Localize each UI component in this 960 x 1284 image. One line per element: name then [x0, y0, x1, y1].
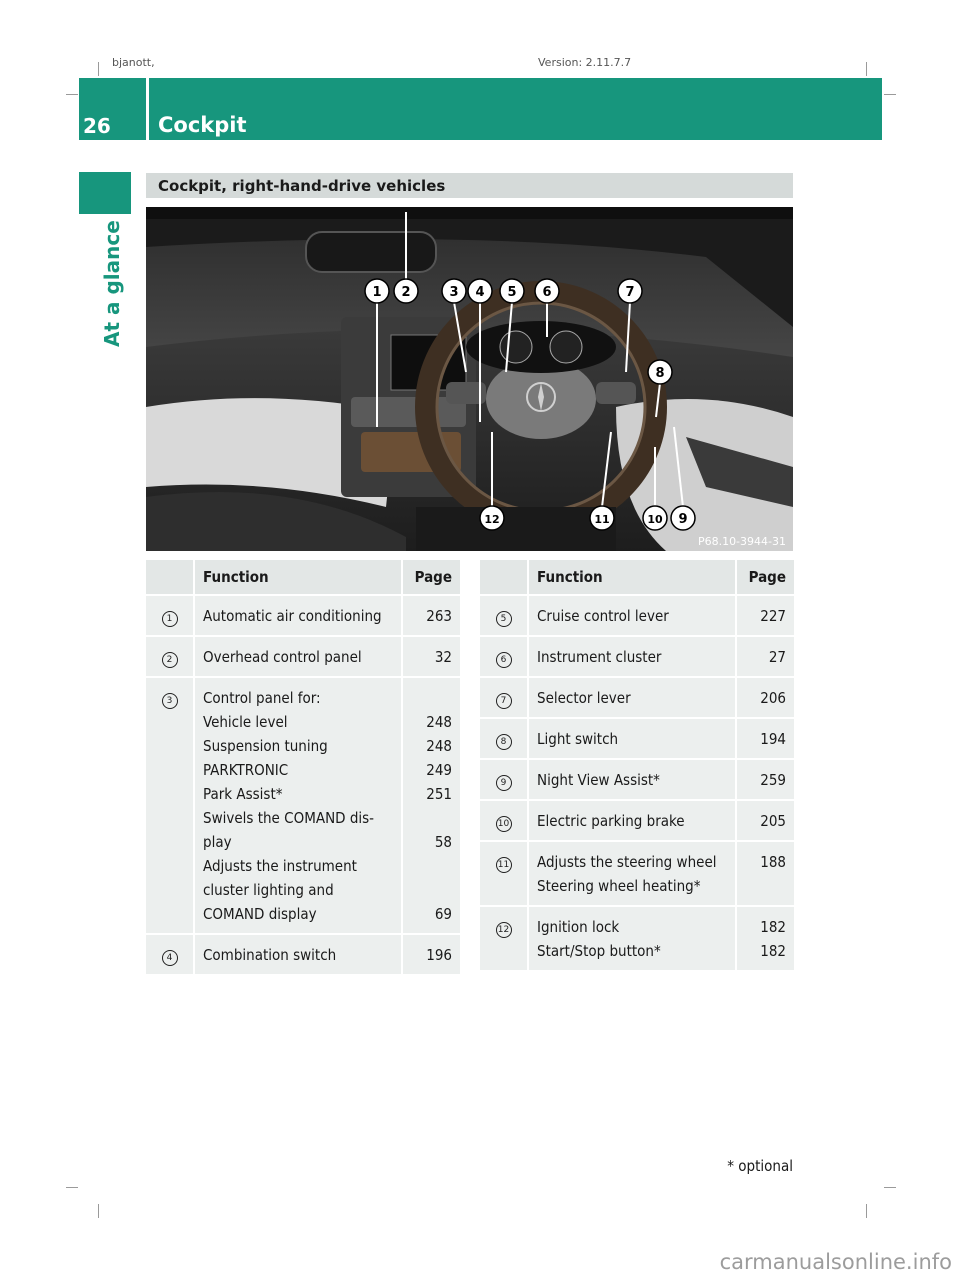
function-cell	[528, 800, 736, 841]
callout-11	[590, 506, 614, 530]
item-number-badge: 6	[496, 652, 512, 668]
item-number-badge: 4	[162, 950, 178, 966]
table-row	[146, 595, 460, 636]
function-text: Automatic air conditioning	[203, 607, 382, 625]
table-row	[480, 759, 794, 800]
item-number-cell	[480, 677, 528, 718]
page-reference: 69	[434, 905, 452, 923]
svg-text:1: 1	[372, 285, 382, 300]
page-cell	[736, 636, 794, 677]
function-text: Selector lever	[537, 689, 631, 707]
svg-text:12: 12	[484, 513, 500, 526]
svg-text:10: 10	[647, 513, 663, 526]
crop-mark	[884, 94, 896, 95]
table-header-number	[146, 560, 194, 595]
item-number-cell	[146, 934, 194, 974]
header-separator	[146, 78, 149, 140]
svg-text:3: 3	[449, 285, 459, 300]
function-text: Swivels the COMAND dis- play	[203, 809, 375, 851]
page-reference: 32	[434, 648, 452, 666]
page-reference: 248	[426, 737, 452, 755]
function-cell	[528, 718, 736, 759]
page-reference: 188	[760, 853, 786, 871]
page-cell	[736, 841, 794, 906]
item-number-cell	[146, 595, 194, 636]
page-cell	[402, 595, 460, 636]
item-number-cell	[480, 841, 528, 906]
table-row	[480, 841, 794, 906]
crop-mark	[98, 1204, 99, 1218]
svg-text:9: 9	[678, 512, 688, 527]
page-cell	[736, 800, 794, 841]
crop-mark	[66, 94, 78, 95]
item-number-badge: 11	[496, 857, 512, 873]
item-number-badge: 1	[162, 611, 178, 627]
item-number-badge: 12	[496, 922, 512, 938]
page-reference: 58	[434, 833, 452, 851]
page-title: Cockpit	[158, 113, 247, 137]
table-header-function: Function	[194, 560, 402, 595]
footnote-optional: * optional	[727, 1157, 793, 1175]
side-tab-marker	[79, 172, 131, 214]
callout-10	[643, 506, 667, 530]
function-cell	[194, 636, 402, 677]
function-table-right	[480, 560, 794, 970]
function-cell	[528, 841, 736, 906]
crop-mark	[866, 62, 867, 76]
item-number-badge: 2	[162, 652, 178, 668]
page-reference: 182	[760, 918, 786, 936]
item-number-cell	[146, 636, 194, 677]
callout-4	[468, 279, 492, 303]
item-number-cell	[480, 800, 528, 841]
svg-text:5: 5	[507, 285, 517, 300]
table-row	[480, 906, 794, 970]
crop-mark	[98, 62, 99, 76]
function-text: Light switch	[537, 730, 619, 748]
crop-mark	[66, 1187, 78, 1188]
function-cell	[194, 677, 402, 934]
function-cell	[528, 677, 736, 718]
item-number-badge: 8	[496, 734, 512, 750]
table-row	[146, 934, 460, 974]
page-cell	[736, 595, 794, 636]
version-meta: Version: 2.11.7.7	[538, 56, 632, 69]
page-cell	[402, 636, 460, 677]
function-text: Adjusts the instrument cluster lighting and COMAND display	[203, 857, 357, 923]
table-row	[146, 677, 460, 934]
crop-mark	[866, 1204, 867, 1218]
item-number-cell	[480, 759, 528, 800]
function-cell	[528, 595, 736, 636]
function-text: Instrument cluster	[537, 648, 662, 666]
page-reference: 206	[760, 689, 786, 707]
item-number-badge: 7	[496, 693, 512, 709]
function-cell	[194, 934, 402, 974]
item-number-badge: 3	[162, 693, 178, 709]
function-table-left	[146, 560, 460, 974]
function-text: Cruise control lever	[537, 607, 669, 625]
table-header-page: Page	[736, 560, 794, 595]
crop-mark	[884, 1187, 896, 1188]
svg-text:8: 8	[655, 366, 665, 381]
page-reference: 251	[426, 785, 452, 803]
page-cell	[402, 934, 460, 974]
section-title: Cockpit, right-hand-drive vehicles	[158, 177, 446, 195]
page-reference: 249	[426, 761, 452, 779]
page-reference: 248	[426, 713, 452, 731]
function-text: Overhead control panel	[203, 648, 362, 666]
function-text: Ignition lock	[537, 918, 620, 936]
page-cell	[736, 677, 794, 718]
item-number-cell	[480, 718, 528, 759]
page-cell	[736, 718, 794, 759]
item-number-badge: 10	[496, 816, 512, 832]
table-row	[146, 636, 460, 677]
table-header-row	[146, 560, 460, 595]
page-cell	[736, 759, 794, 800]
page-number: 26	[83, 114, 111, 138]
function-text: Park Assist*	[203, 785, 283, 803]
function-text: Vehicle level	[203, 713, 288, 731]
page-reference: 194	[760, 730, 786, 748]
callout-8	[648, 360, 672, 384]
page-reference: 227	[760, 607, 786, 625]
item-number-cell	[480, 636, 528, 677]
table-row	[480, 800, 794, 841]
svg-text:4: 4	[475, 285, 485, 300]
function-text: Combination switch	[203, 946, 337, 964]
side-tab-label: At a glance	[100, 220, 124, 347]
item-number-badge: 9	[496, 775, 512, 791]
item-number-cell	[480, 906, 528, 970]
table-row	[480, 636, 794, 677]
function-text: Start/Stop button*	[537, 942, 661, 960]
function-cell	[528, 636, 736, 677]
callout-3	[442, 279, 466, 303]
svg-text:2: 2	[401, 285, 411, 300]
page-reference: 196	[426, 946, 452, 964]
item-number-badge: 5	[496, 611, 512, 627]
function-cell	[194, 595, 402, 636]
svg-text:7: 7	[625, 285, 635, 300]
watermark: carmanualsonline.info	[719, 1250, 952, 1274]
page-cell	[736, 906, 794, 970]
table-header-function: Function	[528, 560, 736, 595]
item-number-cell	[146, 677, 194, 934]
callout-2	[394, 279, 418, 303]
page-reference: 27	[768, 648, 786, 666]
function-text: PARKTRONIC	[203, 761, 289, 779]
function-text: Adjusts the steering wheel	[537, 853, 717, 871]
callout-1	[365, 279, 389, 303]
page-reference: 205	[760, 812, 786, 830]
table-header-number	[480, 560, 528, 595]
callout-6	[535, 279, 559, 303]
item-number-cell	[480, 595, 528, 636]
author-meta: bjanott,	[112, 56, 155, 69]
table-row	[480, 595, 794, 636]
page-reference: 259	[760, 771, 786, 789]
table-row	[480, 677, 794, 718]
svg-text:6: 6	[542, 285, 552, 300]
function-text: Suspension tuning	[203, 737, 328, 755]
table-header-page: Page	[402, 560, 460, 595]
function-cell	[528, 759, 736, 800]
callout-12	[480, 506, 504, 530]
function-text: Night View Assist*	[537, 771, 660, 789]
cockpit-photo	[146, 207, 793, 551]
table-header-row	[480, 560, 794, 595]
function-text: Electric parking brake	[537, 812, 685, 830]
function-text: Steering wheel heating*	[537, 877, 701, 895]
table-row	[480, 718, 794, 759]
page-reference: 182	[760, 942, 786, 960]
figure-code: P68.10-3944-31	[697, 535, 786, 548]
callout-5	[500, 279, 524, 303]
function-cell	[528, 906, 736, 970]
svg-text:11: 11	[594, 513, 610, 526]
page-reference: 263	[426, 607, 452, 625]
callout-9	[671, 506, 695, 530]
page-cell	[402, 677, 460, 934]
callout-7	[618, 279, 642, 303]
function-text: Control panel for:	[203, 689, 321, 707]
